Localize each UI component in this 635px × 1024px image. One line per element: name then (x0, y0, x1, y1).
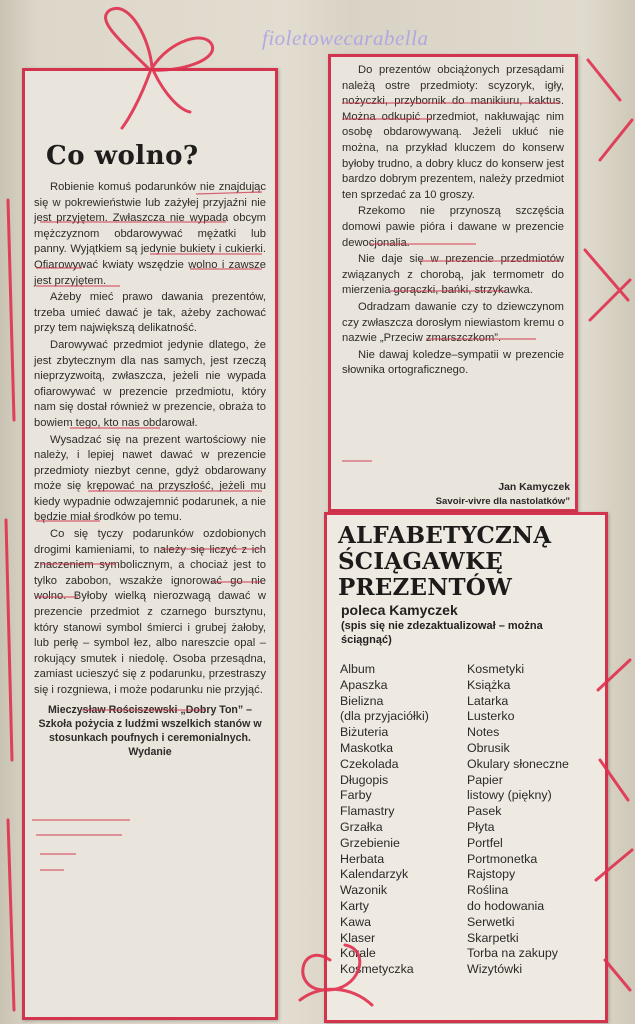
list-item: Torba na zakupy (467, 946, 558, 961)
left-paragraph: Darowywać przedmiot jedynie dlatego, że jest zbytecznym dla nas samych, jest rzeczą nieprzyzwoitą, zwłaszcza, jeżeli nie wypada ofiarowywać w prezencie przedmiotu, który nam się dostał również w prezencie, obraża to bowiem tego, kto nas obdarował. (34, 338, 266, 429)
right-paragraph: Odradzam dawanie czy to dziewczynom czy zwłaszcza dorosłym niewiastom kremu o nazwie „Przeciw zmarszczkom”. (342, 300, 564, 345)
list-item: Grzebienie (340, 835, 400, 850)
list-item: Papier (467, 772, 503, 787)
right-paragraph: Nie daje się w prezencie przedmiotów związanych z chorobą, jak termometr do mierzenia gorączki, bańki, strzykawka. (342, 253, 564, 297)
marker-scribble (6, 200, 14, 1010)
title-line: PREZENTÓW (338, 574, 513, 601)
right-article-author: Jan Kamyczek (498, 482, 570, 493)
left-paragraph: Wysadzać się na prezent wartościowy nie należy, i lepiej nawet dawać w prezencie przedmioty niezbyt cenne, gdyż obdarowany może się krępować na przyszłość, jeżeli mu kiedy wypadnie odwzajemnić podarunek, a nie będzie miał środków po temu. (34, 433, 266, 524)
list-item: Książka (467, 677, 511, 692)
list-item: Lusterko (467, 709, 515, 724)
list-item: Latarka (467, 693, 509, 708)
list-item: Okulary słoneczne (467, 756, 569, 771)
list-item: Karty (340, 898, 369, 913)
bow-ribbon-left (122, 72, 150, 128)
list-item: Klaser (340, 930, 376, 945)
left-paragraph: Co się tyczy podarunków ozdobionych drogimi kamieniami, to należy się liczyć z ich znaczeniem symbolicznym, a chociaż jest to tylko zabobon, wszakże ignorować go nie wolno. Byłoby wielką nierozwagą dawać w prezencie przedmiot z czarnego bursztynu, który stanowi symbol śmierci i grubej żałoby, lub perłę – symbol łez, albo nareszcie opal – rokujący smutek i niedolę. Osoba przesądna, zamiast ucieszyć się z podarunku, przestraszy się i rozgniewa, i może podarunku nie przyjąć. (34, 528, 266, 696)
marker-scribble (585, 60, 632, 320)
list-item: Bielizna (340, 693, 384, 708)
list-item: Grzałka (340, 819, 383, 834)
alphabet-list-subtitle: poleca Kamyczek (341, 602, 458, 618)
left-article-title: Co wolno? (46, 141, 199, 171)
list-item: Kosmetyczka (340, 962, 414, 977)
list-item: Skarpetki (467, 930, 519, 945)
list-item: listowy (piękny) (467, 788, 552, 803)
list-item: Pasek (467, 804, 502, 819)
right-paragraph: Do prezentów obciążonych przesądami należą ostre przedmioty: scyzoryk, igły, nożyczki, przybornik do manikiuru, kaktus. Można odkupić przedmiot, nakłuwając nim osobę obdarowywaną. Jeżeli ukłuć nie można, na przykład kluczem do konserw byłoby trudno, a dobry klucz do konserw jest bardzo dobrym prezentem, należy przedmiot ten sprzedać za 10 groszy. (342, 64, 564, 201)
underline-mark (32, 710, 206, 870)
list-item: Biżuteria (340, 725, 389, 740)
list-item: Serwetki (467, 914, 515, 929)
underline-mark (36, 428, 262, 597)
list-item: (dla przyjaciółki) (340, 709, 429, 724)
alphabet-list-note: (spis się nie zdezaktualizował – można ściągnąć) (341, 620, 543, 646)
right-article-source: Savoir-vivre dla nastolatków” (435, 496, 570, 507)
bottom-bow-doodle (300, 945, 372, 1005)
bow-doodle (106, 8, 213, 70)
list-item: Herbata (340, 851, 385, 866)
list-item: Kalendarzyk (340, 867, 409, 882)
left-article-credit: Mieczysław Rościszewski „Dobry Ton” – Szkoła pożycia z ludźmi wszelkich stanów w stosunkach poufnych i ceremonialnych. Wydanie (38, 703, 262, 758)
list-item: Płyta (467, 819, 495, 834)
list-item: do hodowania (467, 898, 545, 913)
list-item: Korale (340, 946, 376, 961)
title-line: ŚCIĄGAWKĘ (338, 548, 504, 575)
list-item: Roślina (467, 883, 509, 898)
list-item: Album (340, 662, 376, 676)
list-item: Notes (467, 725, 500, 740)
list-item: Maskotka (340, 740, 394, 755)
right-paragraph: Nie dawaj koledze–sympatii w prezencie słownika ortograficznego. (342, 348, 564, 377)
title-line: ALFABETYCZNĄ (338, 522, 552, 549)
list-item: Farby (340, 788, 372, 803)
list-item: Apaszka (340, 677, 388, 692)
left-paragraph: Ażeby mieć prawo dawania prezentów, trzeba umieć dawać je tak, ażeby zachować przy tem największą delikatność. (34, 291, 266, 335)
list-item: Portfel (467, 835, 503, 850)
list-item: Flamastry (340, 804, 395, 819)
list-item: Wizytówki (467, 962, 523, 977)
left-paragraph: Robienie komuś podarunków nie znajdując się w pokrewieństwie lub zażyłej przyjaźni nie jest przyjętem. Zwłaszcza nie wypada obcym mężczyznom obdarowywać mężatki lub panny. Wyjątkiem są jedynie bukiety i cukierki. Ofiarowywać kwiaty wszędzie wolno i zawsze jest przyjętem. (34, 181, 266, 287)
list-item: Czekolada (340, 756, 399, 771)
list-item: Wazonik (340, 883, 388, 898)
underline-mark (36, 192, 262, 286)
watermark-text: fioletowecarabella (262, 26, 429, 50)
underline-mark (342, 103, 560, 461)
list-item: Kawa (340, 914, 371, 929)
list-item: Długopis (340, 772, 389, 787)
list-item: Portmonetka (467, 851, 538, 866)
list-item: Kosmetyki (467, 662, 525, 676)
right-paragraph: Rzekomo nie przynoszą szczęścia domowi pawie pióra i dawane w prezencie dewocjonalia. (342, 205, 564, 249)
list-item: Rajstopy (467, 867, 516, 882)
bow-ribbon-right (154, 72, 190, 112)
marker-scribble (596, 660, 632, 990)
list-item: Obrusik (467, 740, 510, 755)
